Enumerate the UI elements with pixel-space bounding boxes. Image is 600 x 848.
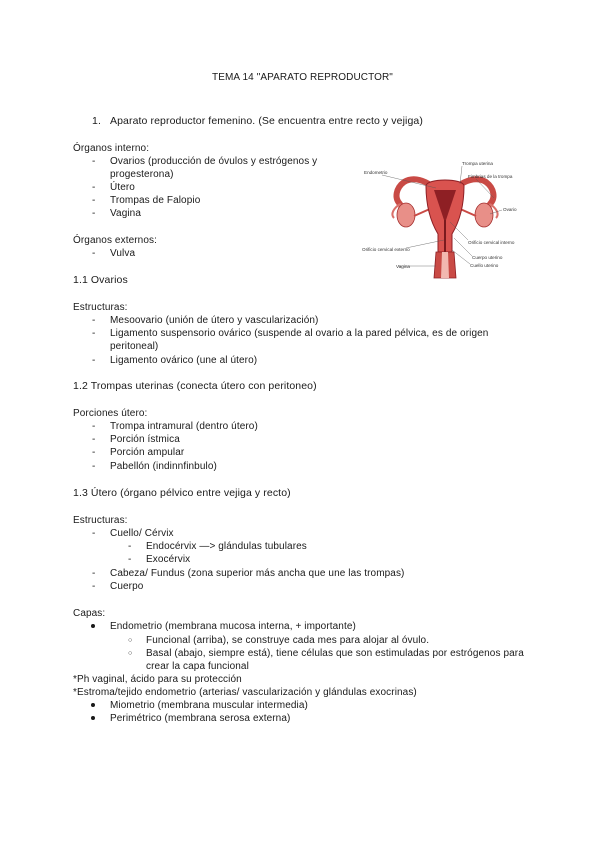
list-item: crear la capa funcional	[146, 661, 249, 672]
page-title: TEMA 14 "APARATO REPRODUCTOR"	[212, 72, 393, 83]
dash-bullet: -	[92, 581, 96, 592]
dash-bullet: -	[92, 182, 96, 193]
list-item: Perimétrico (membrana serosa externa)	[110, 713, 291, 724]
list-item: Porción ampular	[110, 447, 185, 458]
list-item: Trompa intramural (dentro útero)	[110, 421, 258, 432]
uterus-drawing	[382, 166, 502, 278]
external-organs-label: Órganos externos:	[73, 235, 157, 246]
dash-bullet: -	[92, 208, 96, 219]
note: *Estroma/tejido endometrio (arterias/ vascularización y glándulas exocrinas)	[73, 687, 417, 698]
dash-bullet: -	[92, 156, 96, 167]
list-item: Porción ístmica	[110, 434, 180, 445]
list-item: Cuerpo	[110, 581, 144, 592]
label-orificio-interno: Orificio cervical interno	[468, 240, 515, 245]
list-item: Basal (abajo, siempre está), tiene células que son estimuladas por estrógenos para	[146, 648, 524, 659]
section-heading: Aparato reproductor femenino. (Se encuentra entre recto y vejiga)	[110, 115, 423, 127]
dash-bullet: -	[92, 447, 96, 458]
dash-bullet: -	[128, 554, 132, 565]
subsection-heading: 1.1 Ovarios	[73, 274, 128, 286]
round-bullet	[91, 703, 95, 707]
dash-bullet: -	[92, 355, 96, 366]
dash-bullet: -	[92, 434, 96, 445]
layers-label: Capas:	[73, 608, 106, 619]
list-item: Útero	[110, 182, 135, 193]
list-item: Cuello/ Cérvix	[110, 528, 174, 539]
label-fimbrias: Fimbrias de la trompa	[468, 174, 513, 179]
uterus-diagram	[356, 158, 534, 282]
dash-bullet: -	[92, 528, 96, 539]
round-bullet	[91, 624, 95, 628]
dash-bullet: -	[92, 328, 96, 339]
list-item: Ovarios (producción de óvulos y estrógenos y	[110, 156, 318, 167]
label-ovario: Ovario	[503, 207, 517, 212]
list-item: Endocérvix —> glándulas tubulares	[146, 541, 307, 552]
dash-bullet: -	[128, 541, 132, 552]
structures-label: Estructuras:	[73, 515, 128, 526]
subsection-heading: 1.3 Útero (órgano pélvico entre vejiga y recto)	[73, 487, 291, 499]
internal-organs-label: Órganos interno:	[73, 143, 150, 154]
list-item: progesterona)	[110, 169, 174, 180]
round-bullet	[91, 716, 95, 720]
list-item: Exocérvix	[146, 554, 191, 565]
list-item: Endometrio (membrana mucosa interna, + importante)	[110, 621, 356, 632]
list-item: Funcional (arriba), se construye cada mes para alojar al óvulo.	[146, 635, 430, 646]
list-item: Trompas de Falopio	[110, 195, 201, 206]
section-number: 1.	[92, 115, 101, 127]
label-orificio-externo: Orificio cervical externo	[362, 247, 410, 252]
list-item: Ligamento suspensorio ovárico (suspende al ovario a la pared pélvica, es de origen	[110, 328, 489, 339]
hollow-bullet: ○	[128, 637, 133, 644]
structures-label: Estructuras:	[73, 302, 128, 313]
list-item: Pabellón (indinnfinbulo)	[110, 461, 217, 472]
dash-bullet: -	[92, 461, 96, 472]
label-trompa: Trompa uterina	[462, 161, 493, 166]
hollow-bullet: ○	[128, 650, 133, 657]
subsection-heading: 1.2 Trompas uterinas (conecta útero con peritoneo)	[73, 380, 317, 392]
label-endometrio: Endometrio	[364, 170, 388, 175]
dash-bullet: -	[92, 568, 96, 579]
list-item: Miometrio (membrana muscular intermedia)	[110, 700, 308, 711]
list-item: Ligamento ovárico (une al útero)	[110, 355, 258, 366]
portions-label: Porciones útero:	[73, 408, 148, 419]
list-item: Cabeza/ Fundus (zona superior más ancha que une las trompas)	[110, 568, 405, 579]
list-item: Mesoovario (unión de útero y vascularización)	[110, 315, 319, 326]
dash-bullet: -	[92, 315, 96, 326]
list-item: Vulva	[110, 248, 136, 259]
label-vagina: Vagina	[396, 264, 410, 269]
dash-bullet: -	[92, 195, 96, 206]
label-cuerpo: Cuerpo uterino	[472, 255, 503, 260]
dash-bullet: -	[92, 248, 96, 259]
list-item: peritoneal)	[110, 341, 159, 352]
note: *Ph vaginal, ácido para su protección	[73, 674, 242, 685]
label-cuello: Cuello uterino	[470, 263, 499, 268]
list-item: Vagina	[110, 208, 141, 219]
dash-bullet: -	[92, 421, 96, 432]
